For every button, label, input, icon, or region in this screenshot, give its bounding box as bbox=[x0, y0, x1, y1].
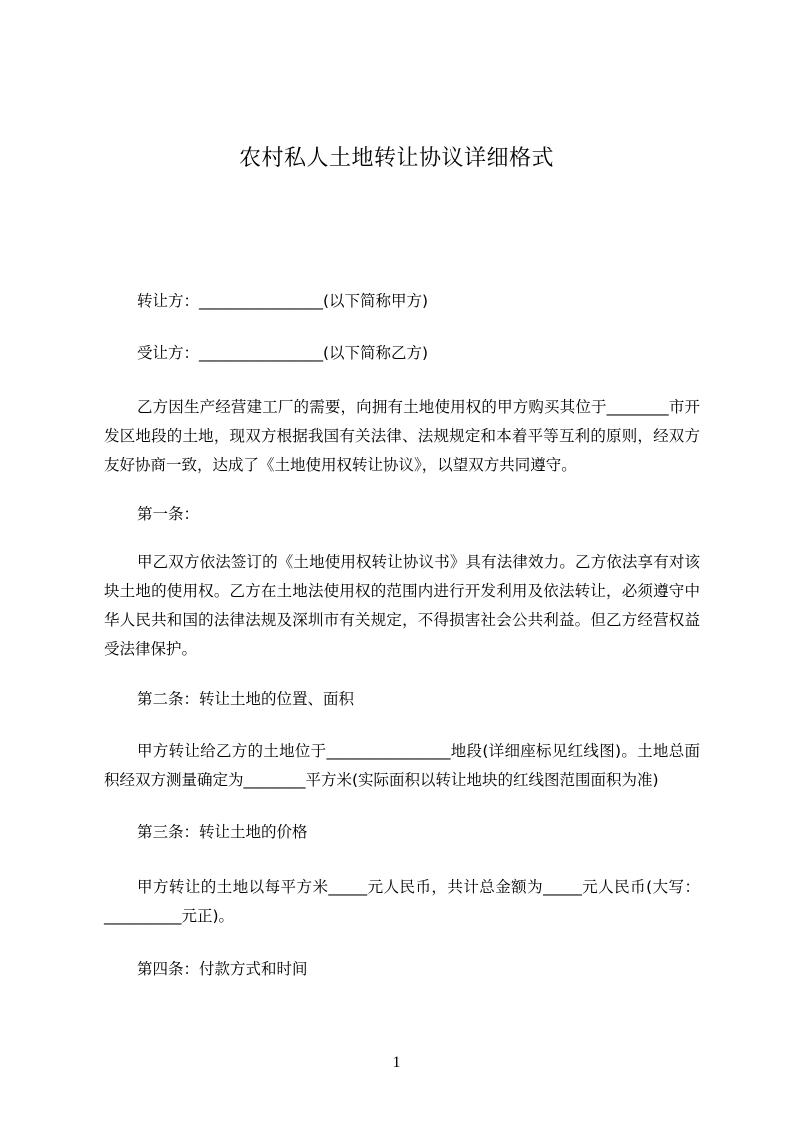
page-number: 1 bbox=[392, 1054, 401, 1071]
article-1-body: 甲乙双方依法签订的《土地使用权转让协议书》具有法律效力。乙方依法享有对该块土地的使用权。乙方在土地法使用权的范围内进行开发利用及依法转让，必须遵守中华人民共和国的法律法规及深圳市有关规定，不得损害社会公共利益。但乙方经营权益受法律保护。 bbox=[104, 553, 700, 658]
transferee-line: 受让方：________________(以下简称乙方) bbox=[137, 344, 429, 362]
article-1-heading: 第一条： bbox=[137, 505, 200, 523]
article-2-heading: 第二条：转让土地的位置、面积 bbox=[137, 690, 355, 708]
document-title: 农村私人土地转让协议详细格式 bbox=[238, 146, 554, 171]
article-4-heading: 第四条：付款方式和时间 bbox=[137, 960, 308, 978]
article-3-heading: 第三条：转让土地的价格 bbox=[137, 823, 308, 841]
transferor-line: 转让方：________________(以下简称甲方) bbox=[137, 292, 429, 310]
preamble-paragraph: 乙方因生产经营建工厂的需要，向拥有土地使用权的甲方购买其位于________市开发区地段的土地，现双方根据我国有关法律、法规规定和本着平等互利的原则，经双方友好协商一致，达成了《土地使用权转让协议》，以望双方共同遵守。 bbox=[104, 398, 700, 474]
article-2-body: 甲方转让给乙方的土地位于________________地段(详细座标见红线图)。土地总面积经双方测量确定为________平方米(实际面积以转让地块的红线图范围面积为准) bbox=[104, 742, 700, 789]
article-3-body: 甲方转让的土地以每平方米_____元人民币，共计总金额为_____元人民币(大写：__________元正)。 bbox=[104, 878, 700, 925]
